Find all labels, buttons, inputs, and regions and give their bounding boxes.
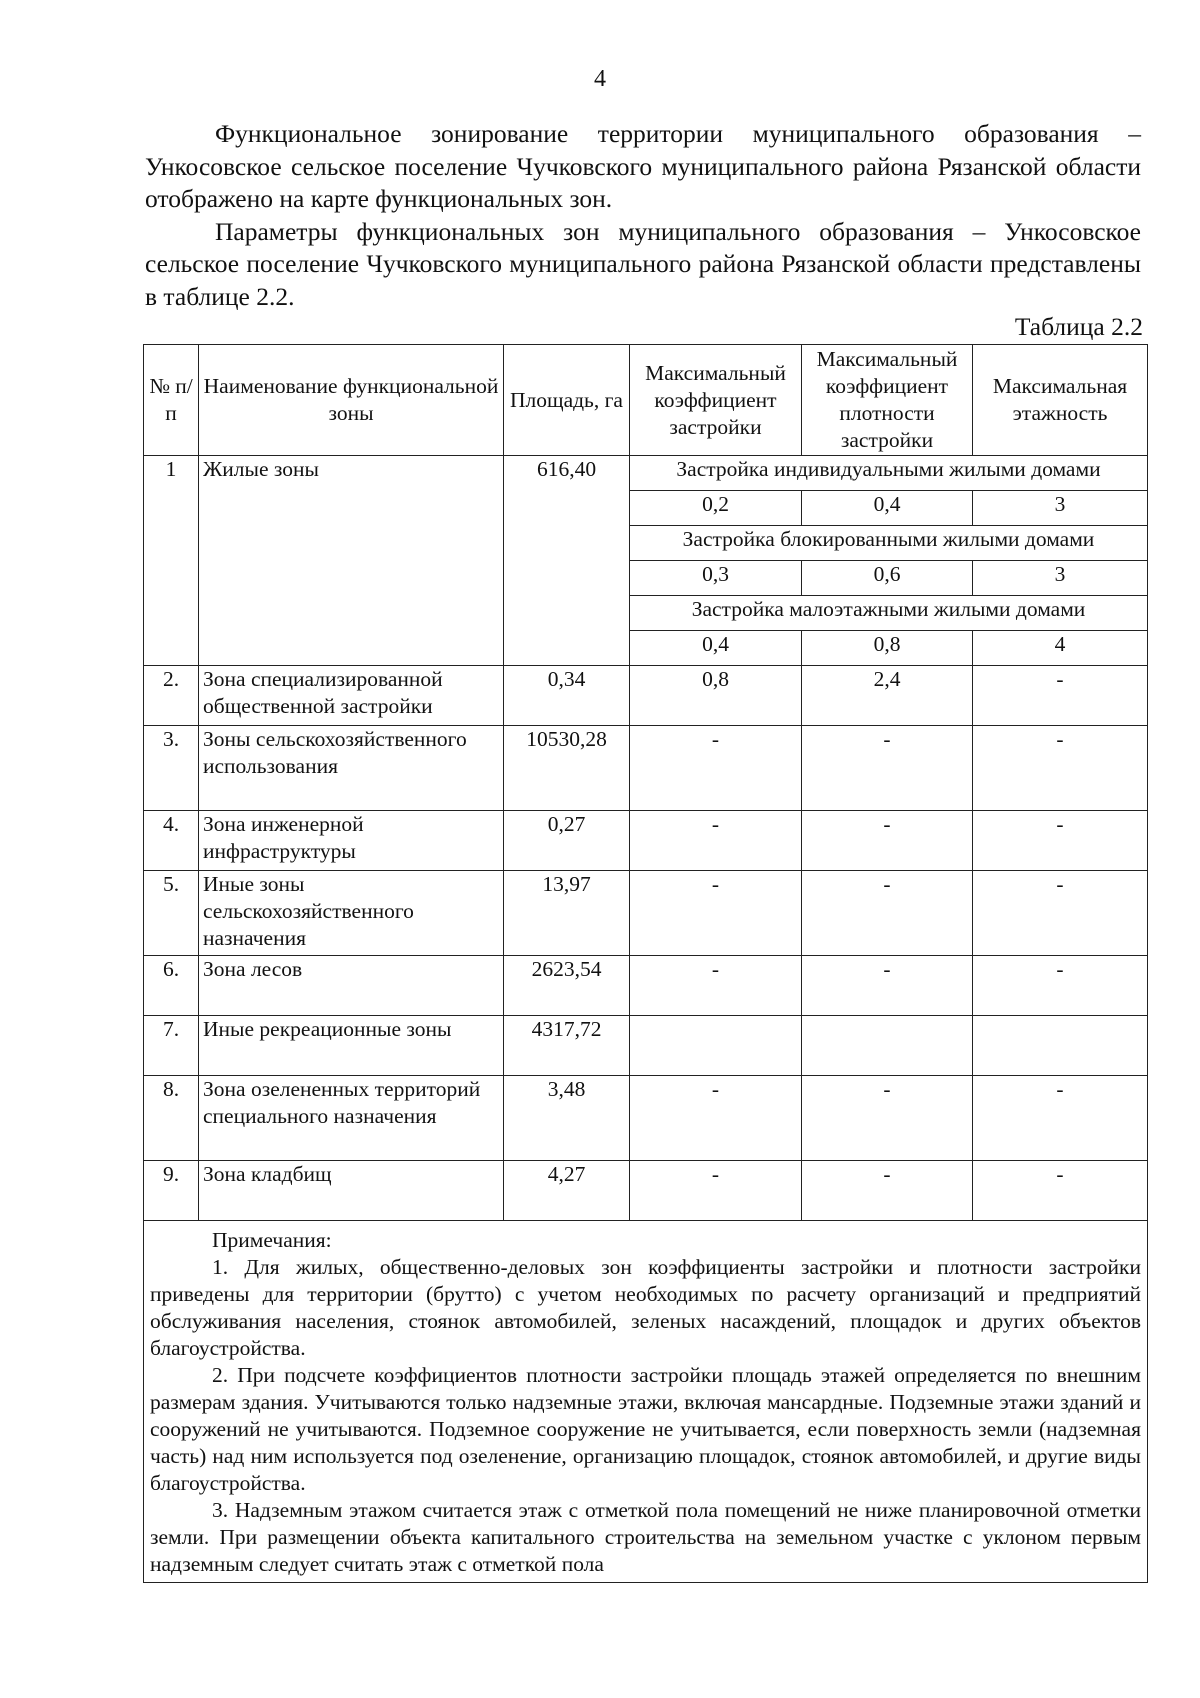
row-name: Зоны сельскохозяйственного использования (199, 726, 504, 811)
row-floors: 4 (973, 631, 1148, 666)
header-max-density-coef: Максимальный коэффициент плотности застройки (802, 345, 973, 456)
table-row (144, 1161, 1148, 1221)
note-item: 3. Надземным этажом считается этаж с отметкой пола помещений не ниже планировочной отметки земли. При размещении объекта капитального строительства на земельном участке с уклоном первым надземным следует считать этаж с отметкой пола (150, 1498, 1141, 1576)
row-area: 4317,72 (504, 1016, 630, 1076)
row-area: 0,34 (504, 666, 630, 726)
table-row (144, 456, 1148, 491)
subgroup-label: Застройка блокированными жилыми домами (630, 526, 1148, 561)
row-coef: - (630, 1161, 802, 1221)
row-name: Зона инженерной инфраструктуры (199, 811, 504, 871)
row-number: 2. (144, 666, 199, 726)
row-area: 2623,54 (504, 956, 630, 1016)
row-area: 0,27 (504, 811, 630, 871)
row-number: 1 (144, 456, 199, 666)
row-density: - (802, 956, 973, 1016)
table-row (144, 871, 1148, 956)
row-density: - (802, 1161, 973, 1221)
row-coef: - (630, 871, 802, 956)
row-number: 8. (144, 1076, 199, 1161)
row-name: Зона озелененных территорий специального назначения (199, 1076, 504, 1161)
table-row (144, 726, 1148, 811)
intro-paragraph-1: Функциональное зонирование территории муниципального образования – Ункосовское сельское поселение Чучковского муниципального района Рязанской области отображено на карте функциональных зон. (145, 119, 1141, 213)
row-coef: - (630, 726, 802, 811)
row-name: Иные зоны сельскохозяйственного назначения (199, 871, 504, 956)
row-density: 2,4 (802, 666, 973, 726)
row-name: Зона специализированной общественной застройки (199, 666, 504, 726)
row-floors: 3 (973, 561, 1148, 596)
row-name: Зона кладбищ (199, 1161, 504, 1221)
row-number: 4. (144, 811, 199, 871)
row-floors: - (973, 1161, 1148, 1221)
row-density (802, 1016, 973, 1076)
row-floors: - (973, 871, 1148, 956)
note-item: 1. Для жилых, общественно-деловых зон коэффициенты застройки и плотности застройки приведены для территории (брутто) с учетом необходимых по расчету организаций и предприятий обслуживания населения, стоянок автомобилей, зеленых насаждений, площадок и других объектов благоустройства. (150, 1255, 1141, 1360)
row-floors: - (973, 811, 1148, 871)
row-density: - (802, 871, 973, 956)
subgroup-label: Застройка индивидуальными жилыми домами (630, 456, 1148, 491)
page-number: 4 (594, 66, 606, 92)
row-area: 4,27 (504, 1161, 630, 1221)
row-density: - (802, 1076, 973, 1161)
row-name: Жилые зоны (199, 456, 504, 666)
table-row (144, 666, 1148, 726)
table-row (144, 956, 1148, 1016)
row-coef: 0,3 (630, 561, 802, 596)
row-name: Зона лесов (199, 956, 504, 1016)
row-floors: 3 (973, 491, 1148, 526)
row-name: Иные рекреационные зоны (199, 1016, 504, 1076)
header-max-build-coef: Максимальный коэффициент застройки (630, 345, 802, 456)
header-area: Площадь, га (504, 345, 630, 456)
row-density: - (802, 811, 973, 871)
row-area: 10530,28 (504, 726, 630, 811)
row-coef: 0,4 (630, 631, 802, 666)
table-caption: Таблица 2.2 (1014, 312, 1143, 341)
row-floors: - (973, 956, 1148, 1016)
row-density: 0,4 (802, 491, 973, 526)
row-coef: 0,2 (630, 491, 802, 526)
row-area: 13,97 (504, 871, 630, 956)
row-floors: - (973, 1076, 1148, 1161)
intro-paragraph-2: Параметры функциональных зон муниципального образования – Ункосовское сельское поселение Чучковского муниципального района Рязанской области представлены в таблице 2.2. (145, 216, 1141, 311)
header-max-floors: Максимальная этажность (973, 345, 1148, 456)
table-header-row (144, 345, 1148, 456)
row-number: 7. (144, 1016, 199, 1076)
row-coef: 0,8 (630, 666, 802, 726)
row-density: - (802, 726, 973, 811)
table-row (144, 1076, 1148, 1161)
table-row (144, 811, 1148, 871)
row-area: 3,48 (504, 1076, 630, 1161)
notes-cell (144, 1221, 1148, 1583)
row-density: 0,8 (802, 631, 973, 666)
row-floors: - (973, 726, 1148, 811)
row-number: 5. (144, 871, 199, 956)
row-coef (630, 1016, 802, 1076)
row-floors: - (973, 666, 1148, 726)
notes-title: Примечания: (212, 1228, 332, 1252)
header-number: № п/п (144, 345, 199, 456)
subgroup-label: Застройка малоэтажными жилыми домами (630, 596, 1148, 631)
row-coef: - (630, 1076, 802, 1161)
row-area: 616,40 (504, 456, 630, 666)
row-number: 3. (144, 726, 199, 811)
notes-row (144, 1221, 1148, 1583)
row-coef: - (630, 811, 802, 871)
row-density: 0,6 (802, 561, 973, 596)
intro-text (145, 118, 1141, 313)
row-coef: - (630, 956, 802, 1016)
note-item: 2. При подсчете коэффициентов плотности застройки площадь этажей определяется по внешним размерам здания. Учитываются только надземные этажи, включая мансардные. Подземные этажи зданий и сооружений не учитываются. Подземное сооружение не учитывается, если поверхность земли (надземная часть) над ним используется под озеленение, организацию площадок, стоянок автомобилей, и другие виды благоустройства. (150, 1363, 1141, 1495)
row-number: 6. (144, 956, 199, 1016)
zones-table (143, 344, 1148, 1583)
row-floors (973, 1016, 1148, 1076)
row-number: 9. (144, 1161, 199, 1221)
header-name: Наименование функциональной зоны (199, 345, 504, 456)
table-row (144, 1016, 1148, 1076)
